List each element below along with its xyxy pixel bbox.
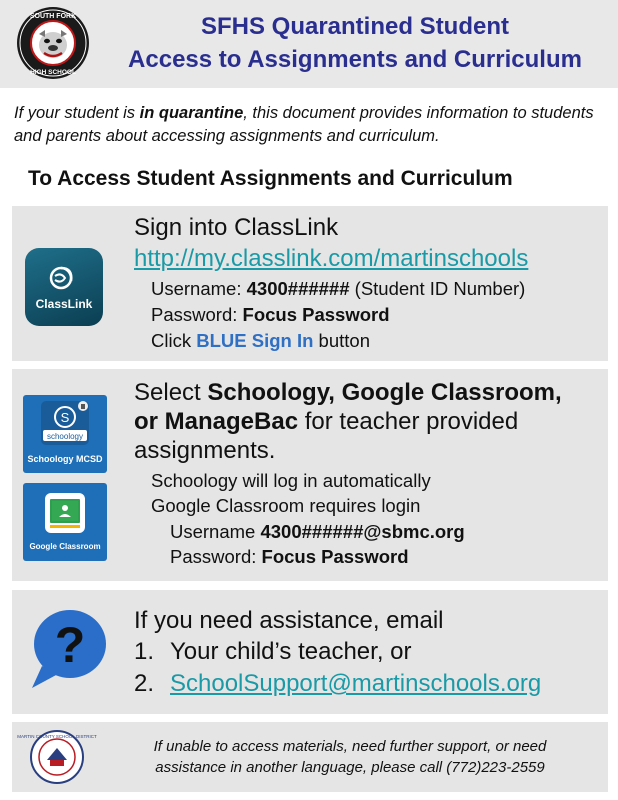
- svg-text:S: S: [60, 410, 70, 425]
- footer-line-2: assistance in another language, please call (772)223-2559: [155, 759, 545, 776]
- assistance-item-1: Your child’s teacher, or: [170, 638, 412, 665]
- logo-top-text: SOUTH FORK: [29, 13, 77, 20]
- intro-paragraph: [14, 102, 609, 148]
- password-value: Focus Password: [242, 304, 390, 325]
- password-label: Password:: [151, 304, 243, 325]
- classlink-swirl-icon: [25, 248, 103, 298]
- assistance-item-2-number: 2.: [134, 670, 155, 697]
- footer-note: [102, 736, 598, 778]
- logo-bottom-text: HIGH SCHOOL: [30, 69, 76, 76]
- school-support-email-link[interactable]: SchoolSupport@martinschools.org: [170, 670, 542, 697]
- gc-password-value: Focus Password: [261, 546, 409, 567]
- select-suffix-1: for teacher provided: [298, 408, 519, 435]
- click-prefix: Click: [151, 330, 197, 351]
- district-seal-icon: [17, 730, 97, 784]
- select-platform-line-2: [134, 407, 518, 436]
- select-platform-line-1: [134, 378, 562, 407]
- schoology-auto-note: Schoology will log in automatically: [151, 470, 431, 491]
- select-bold-managebac: or ManageBac: [134, 408, 299, 435]
- question-bubble-icon: [24, 602, 110, 694]
- assistance-card: [12, 590, 608, 714]
- gc-username-value: 4300######@sbmc.org: [260, 521, 465, 542]
- schoology-badge-text: schoology: [46, 432, 84, 441]
- classlink-password: [151, 302, 390, 327]
- google-classroom-password: [170, 544, 409, 569]
- platforms-card: [12, 369, 608, 581]
- gc-password-label: Password:: [170, 546, 262, 567]
- select-prefix: Select: [134, 379, 208, 406]
- google-classroom-login-note: Google Classroom requires login: [151, 495, 421, 516]
- classlink-card: [12, 206, 608, 361]
- section-heading: To Access Student Assignments and Curriculum: [28, 167, 513, 190]
- classlink-title: Sign into ClassLink: [134, 214, 339, 241]
- click-suffix: button: [313, 330, 370, 351]
- seal-text: MARTIN COUNTY SCHOOL DISTRICT: [17, 734, 97, 739]
- google-classroom-app-icon[interactable]: [23, 483, 107, 561]
- classlink-icon[interactable]: [25, 248, 103, 326]
- page-title: [100, 10, 610, 76]
- classlink-icon-label: ClassLink: [35, 297, 93, 311]
- footer-line-1: If unable to access materials, need further support, or need: [153, 738, 547, 755]
- schoology-logo-icon: [23, 395, 107, 453]
- header-banner: [0, 0, 618, 88]
- classlink-click-instruction: [151, 328, 370, 353]
- gc-username-label: Username: [170, 521, 261, 542]
- classlink-username: [151, 276, 525, 301]
- blue-sign-in-text: BLUE Sign In: [196, 330, 314, 351]
- google-classroom-logo-icon: [23, 483, 107, 541]
- footer-card: [12, 722, 608, 792]
- intro-emphasis: in quarantine: [139, 104, 244, 122]
- select-platform-line-3: assignments.: [134, 437, 276, 464]
- schoology-icon-label: Schoology MCSD: [27, 454, 103, 464]
- username-label: Username:: [151, 278, 247, 299]
- intro-suffix: , this document provides information to students and parents about accessing assignments and curriculum.: [14, 104, 594, 145]
- title-line-2: Access to Assignments and Curriculum: [128, 46, 582, 73]
- school-logo: [16, 6, 90, 80]
- select-bold-platforms: Schoology, Google Classroom,: [207, 379, 562, 406]
- assistance-item-1-number: 1.: [134, 638, 155, 665]
- title-line-1: SFHS Quarantined Student: [200, 13, 509, 40]
- google-classroom-icon-label: Google Classroom: [29, 542, 101, 551]
- schoology-app-icon[interactable]: [23, 395, 107, 473]
- assistance-title: If you need assistance, email: [134, 607, 444, 634]
- svg-text:?: ?: [54, 617, 86, 673]
- google-classroom-username: [170, 519, 465, 544]
- intro-prefix: If your student is: [14, 104, 140, 122]
- username-value: 4300######: [246, 278, 350, 299]
- classlink-url-link[interactable]: http://my.classlink.com/martinschools: [134, 245, 529, 272]
- username-note: (Student ID Number): [349, 278, 526, 299]
